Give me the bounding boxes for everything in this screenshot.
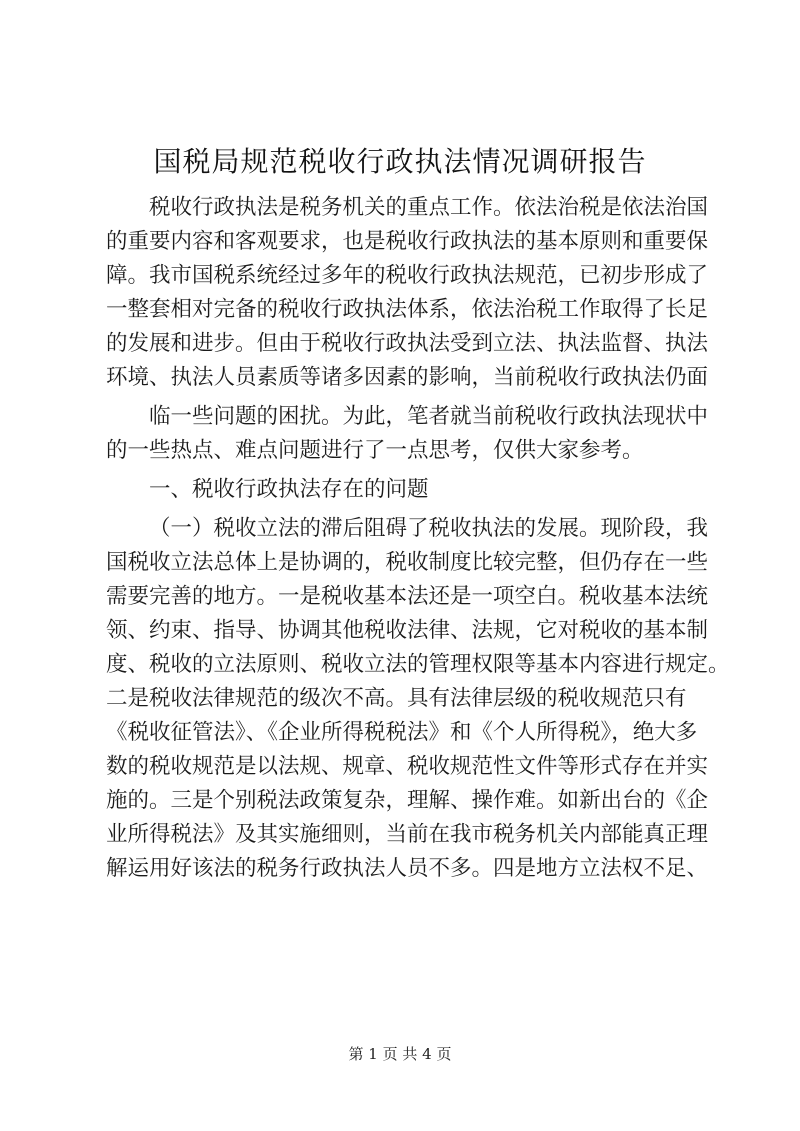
body-line-13: 领、约束、指导、协调其他税收法律、法规，它对税收的基本制	[106, 618, 709, 643]
body-line-2: 的重要内容和客观要求，也是税收行政执法的基本原则和重要保	[106, 229, 709, 254]
body-line-5: 的发展和进步。但由于税收行政执法受到立法、执法监督、执法	[106, 331, 709, 356]
body-line-10: （一）税收立法的滞后阻碍了税收执法的发展。现阶段，我	[149, 516, 709, 541]
page-footer: 第 1 页 共 4 页	[348, 1045, 452, 1063]
body-line-19: 业所得税法》及其实施细则，当前在我市税务机关内部能真正理	[106, 822, 709, 847]
body-line-8: 的一些热点、难点问题进行了一点思考，仅供大家参考。	[106, 438, 644, 463]
body-line-12: 需要完善的地方。一是税收基本法还是一项空白。税收基本法统	[106, 584, 709, 609]
body-line-6: 环境、执法人员素质等诸多因素的影响，当前税收行政执法仍面	[106, 365, 709, 390]
body-line-3: 障。我市国税系统经过多年的税收行政执法规范，已初步形成了	[106, 263, 709, 288]
body-line-14: 度、税收的立法原则、税收立法的管理权限等基本内容进行规定。	[106, 652, 730, 677]
body-line-18: 施的。三是个别税法政策复杂，理解、操作难。如新出台的《企	[106, 788, 709, 813]
body-line-11: 国税收立法总体上是协调的，税收制度比较完整，但仍存在一些	[106, 550, 709, 575]
body-line-7: 临一些问题的困扰。为此，笔者就当前税收行政执法现状中	[149, 404, 709, 429]
body-line-15: 二是税收法律规范的级次不高。具有法律层级的税收规范只有	[106, 686, 687, 711]
body-line-4: 一整套相对完备的税收行政执法体系，依法治税工作取得了长足	[106, 297, 709, 322]
body-line-1: 税收行政执法是税务机关的重点工作。依法治税是依法治国	[149, 195, 709, 220]
body-line-20: 解运用好该法的税务行政执法人员不多。四是地方立法权不足、	[106, 856, 709, 881]
page-title: 国税局规范税收行政执法情况调研报告	[153, 145, 647, 178]
body-line-17: 数的税收规范是以法规、规章、税收规范性文件等形式存在并实	[106, 754, 709, 779]
section-heading: 一、税收行政执法存在的问题	[149, 477, 429, 502]
body-line-16: 《税收征管法》、《企业所得税税法》和《个人所得税》，绝大多	[106, 720, 698, 745]
